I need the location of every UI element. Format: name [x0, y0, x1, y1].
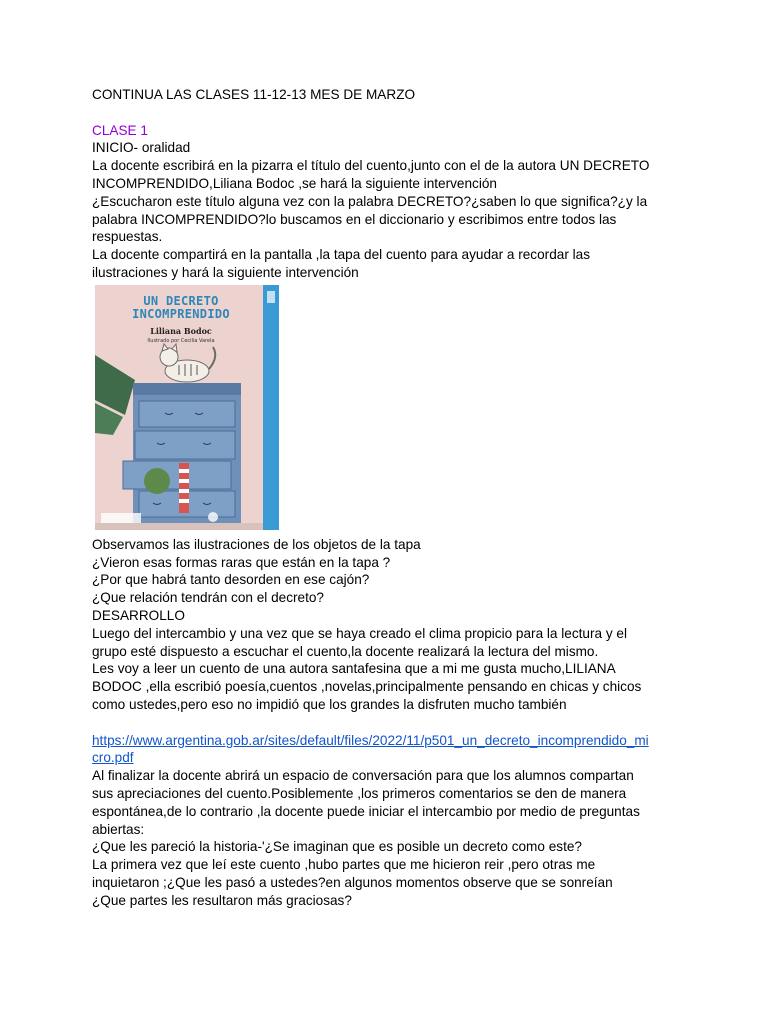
paragraph-line: como ustedes,pero eso no impidió que los grandes la disfruten mucho también	[92, 696, 567, 712]
spacer	[92, 714, 712, 732]
section-heading-desarrollo: DESARROLLO	[92, 607, 185, 623]
pdf-link[interactable]: https://www.argentina.gob.ar/sites/default/files/2022/11/p501_un_decreto_incomprendido_mi	[92, 732, 649, 748]
paragraph-line: ¿Vieron esas formas raras que están en la tapa ?	[92, 554, 391, 570]
cover-author: Liliana Bodoc	[150, 325, 212, 336]
paragraph-line: Luego del intercambio y una vez que se haya creado el clima propicio para la lectura y el	[92, 625, 627, 641]
paragraph-line: Al finalizar la docente abrirá un espacio de conversación para que los alumnos compartan	[92, 768, 634, 784]
paragraph-line: Les voy a leer un cuento de una autora santafesina que a mi me gusta mucho,LILIANA	[92, 661, 616, 677]
paragraph-line: ¿Que relación tendrán con el decreto?	[92, 590, 324, 606]
paragraph-line: La primera vez que leí este cuento ,hubo partes que me hicieron reir ,pero otras me	[92, 857, 596, 873]
document-heading: CONTINUA LAS CLASES 11-12-13 MES DE MARZO	[92, 87, 416, 102]
ball-icon	[144, 468, 170, 494]
paragraph-line: abiertas:	[92, 821, 145, 837]
cover-illustrator: Ilustrado por Cecilia Varela	[147, 337, 215, 344]
paragraph-line: Observamos las ilustraciones de los objetos de la tapa	[92, 536, 421, 552]
paragraph-line: ¿Escucharon este título alguna vez con la palabra DECRETO?¿saben lo que significa?¿y la	[92, 193, 648, 209]
pdf-link-continued[interactable]: cro.pdf	[92, 750, 134, 766]
paragraph-line: La docente escribirá en la pizarra el título del cuento,junto con el de la autora UN DECRETO	[92, 158, 650, 174]
book-cover-image	[95, 285, 279, 530]
paragraph-line: ilustraciones y hará la siguiente intervención	[92, 264, 359, 280]
paragraph-line: La docente compartirá en la pantalla ,la tapa del cuento para ayudar a recordar las	[92, 247, 590, 263]
paragraph-line: inquietaron ;¿Que les pasó a ustedes?en algunos momentos observe que se sonreían	[92, 874, 613, 890]
paragraph-line: palabra INCOMPRENDIDO?lo buscamos en el diccionario y escribimos entre todos las	[92, 211, 617, 227]
spacer	[92, 104, 712, 122]
paragraph-line: INICIO- oralidad	[92, 140, 191, 156]
paragraph-line: ¿Por que habrá tanto desorden en ese cajón?	[92, 572, 370, 588]
paragraph-line: respuestas.	[92, 229, 163, 245]
paragraph-line: ¿Que les pareció la historia-'¿Se imaginan que es posible un decreto como este?	[92, 839, 582, 855]
cover-illustration	[95, 285, 279, 530]
paragraph-line: grupo esté dispuesto a escuchar el cuento,la docente realizará la lectura del mismo.	[92, 643, 599, 659]
cover-spine	[263, 285, 279, 530]
paragraph-line: ¿Que partes les resultaron más graciosas?	[92, 892, 352, 908]
paragraph-line: sus apreciaciones del cuento.Posiblemente ,los primeros comentarios se den de manera	[92, 785, 627, 801]
paragraph-line: INCOMPRENDIDO,Liliana Bodoc ,se hará la siguiente intervención	[92, 175, 497, 191]
document-page	[92, 86, 712, 910]
paragraph-line: BODOC ,ella escribió poesía,cuentos ,novelas,principalmente pensando en chicas y chicos	[92, 679, 642, 695]
cover-title: UN DECRETO INCOMPRENDIDO	[132, 293, 230, 321]
clase-heading: CLASE 1	[92, 122, 148, 138]
paragraph-line: espontánea,de lo contrario ,la docente puede iniciar el intercambio por medio de preguntas	[92, 803, 640, 819]
